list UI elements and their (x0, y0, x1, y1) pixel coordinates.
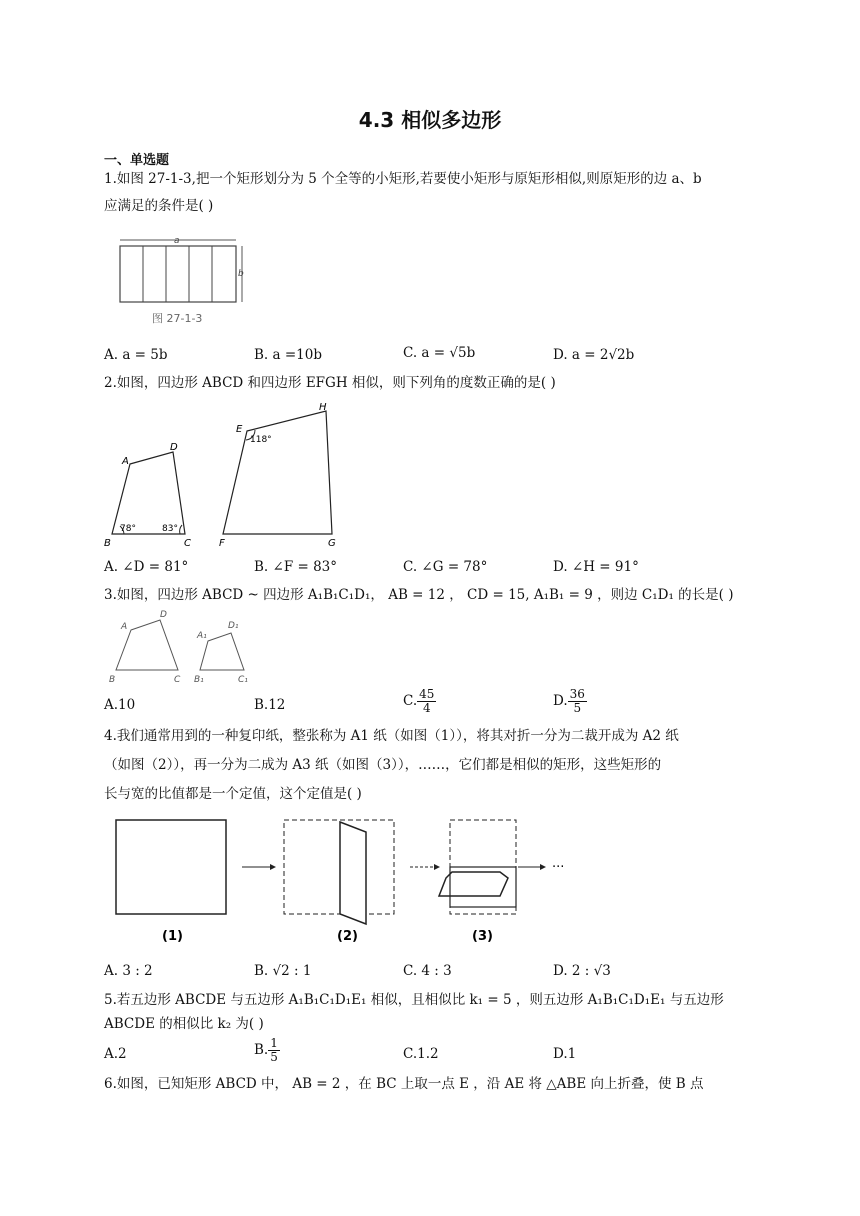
q5-option-a: A.2 (104, 1046, 127, 1062)
q1-figure (110, 232, 250, 330)
q4-fig-ellipsis: ··· (552, 860, 565, 875)
q2-option-a: A. ∠D = 81° (104, 559, 189, 575)
q3-fig-D: D (160, 610, 167, 620)
q6-text-line1: 6.如图，已知矩形 ABCD 中， AB = 2 ，在 BC 上取一点 E ，沿 AE 将 △ABE 向上折叠，使 B 点 (104, 1076, 704, 1092)
q1-fig-label-a: a (174, 236, 180, 246)
q3-option-a: A.10 (104, 697, 136, 713)
q1-option-b: B. a =10b (254, 347, 322, 363)
q4-fig-label-3: (3) (472, 929, 493, 944)
q2-fig-B: B (104, 538, 111, 549)
q2-option-b: B. ∠F = 83° (254, 559, 338, 575)
q4-option-b: B. √2 : 1 (254, 963, 312, 979)
q4-text-line1: 4.我们通常用到的一种复印纸，整张称为 A1 纸（如图（1）），将其对折一分为二裁开成为 A2 纸 (104, 728, 679, 744)
q3-text-line1: 3.如图，四边形 ABCD ~ 四边形 A₁B₁C₁D₁， AB = 12 ， CD = 15, A₁B₁ = 9 ，则边 C₁D₁ 的长是( ) (104, 587, 734, 603)
q2-fig-angB: 78° (120, 524, 136, 534)
q5-option-c: C.1.2 (403, 1046, 439, 1062)
q2-fig-F: F (219, 538, 225, 549)
q2-fig-E: E (236, 424, 243, 435)
q5-option-b-prefix: B. (254, 1042, 269, 1058)
q3-fig-A1: A₁ (197, 631, 207, 641)
q1-option-a: A. a = 5b (104, 347, 168, 363)
q2-fig-G: G (328, 538, 336, 549)
q1-text-line2: 应满足的条件是( ) (104, 198, 214, 214)
q2-figure (100, 400, 350, 550)
q1-text-line1: 1.如图 27-1-3,把一个矩形划分为 5 个全等的小矩形,若要使小矩形与原矩形相似,则原矩形的边 a、b (104, 171, 702, 187)
q3-option-c-den: 4 (422, 701, 431, 715)
q3-option-b: B.12 (254, 697, 286, 713)
q3-fig-D1: D₁ (228, 621, 239, 631)
page-title: 4.3 相似多边形 (358, 108, 502, 132)
q3-option-c (403, 688, 436, 715)
q3-fig-C: C (174, 675, 181, 684)
q2-option-d: D. ∠H = 91° (553, 559, 639, 575)
q3-fig-B: B (109, 675, 116, 684)
q4-option-a: A. 3 : 2 (104, 963, 153, 979)
q4-option-c: C. 4 : 3 (403, 963, 452, 979)
q4-figure (104, 812, 584, 950)
q3-figure (104, 606, 254, 684)
q3-option-d-den: 5 (573, 701, 582, 715)
q2-fig-A: A (122, 456, 129, 467)
q5-text-line2: ABCDE 的相似比 k₂ 为( ) (104, 1016, 264, 1032)
q2-fig-angC: 83° (162, 524, 178, 534)
q5-option-b-num: 1 (270, 1036, 278, 1050)
q2-option-c: C. ∠G = 78° (403, 559, 488, 575)
q5-option-b (254, 1037, 280, 1064)
q2-fig-H: H (319, 402, 327, 413)
q1-fig-label-b: b (238, 269, 244, 279)
q5-text-line1: 5.若五边形 ABCDE 与五边形 A₁B₁C₁D₁E₁ 相似，且相似比 k₁ = 5 ，则五边形 A₁B₁C₁D₁E₁ 与五边形 (104, 992, 724, 1008)
section-heading: 一、单选题 (104, 153, 170, 168)
q4-text-line2: （如图（2）），再一分为二成为 A3 纸（如图（3）），……，它们都是相似的矩形，这些矩形的 (104, 757, 662, 773)
q3-fig-B1: B₁ (194, 675, 204, 684)
q2-fig-angE: 118° (250, 435, 272, 445)
q4-fig-label-1: (1) (162, 929, 183, 944)
q3-option-d-fraction (568, 688, 587, 715)
q3-option-d-prefix: D. (553, 693, 568, 709)
q2-fig-D: D (170, 442, 178, 453)
q4-fig-label-2: (2) (337, 929, 358, 944)
q3-fig-C1: C₁ (238, 675, 248, 684)
q5-option-b-fraction (268, 1037, 280, 1064)
q3-option-d-num: 36 (569, 687, 585, 701)
q1-option-d: D. a = 2√2b (553, 347, 635, 363)
q1-fig-caption: 图 27-1-3 (152, 312, 203, 325)
q2-fig-C: C (184, 538, 191, 549)
q5-option-b-den: 5 (270, 1050, 278, 1064)
q3-option-c-prefix: C. (403, 693, 418, 709)
q5-option-d: D.1 (553, 1046, 577, 1062)
q3-option-c-fraction (417, 688, 436, 715)
q2-text-line1: 2.如图，四边形 ABCD 和四边形 EFGH 相似，则下列角的度数正确的是( ) (104, 375, 556, 391)
q1-option-c: C. a = √5b (403, 345, 476, 361)
q3-option-d (553, 688, 587, 715)
q4-text-line3: 长与宽的比值都是一个定值，这个定值是( ) (104, 786, 362, 802)
q3-option-c-num: 45 (419, 687, 435, 701)
q3-fig-A: A (121, 622, 128, 632)
q4-option-d: D. 2 : √3 (553, 963, 611, 979)
